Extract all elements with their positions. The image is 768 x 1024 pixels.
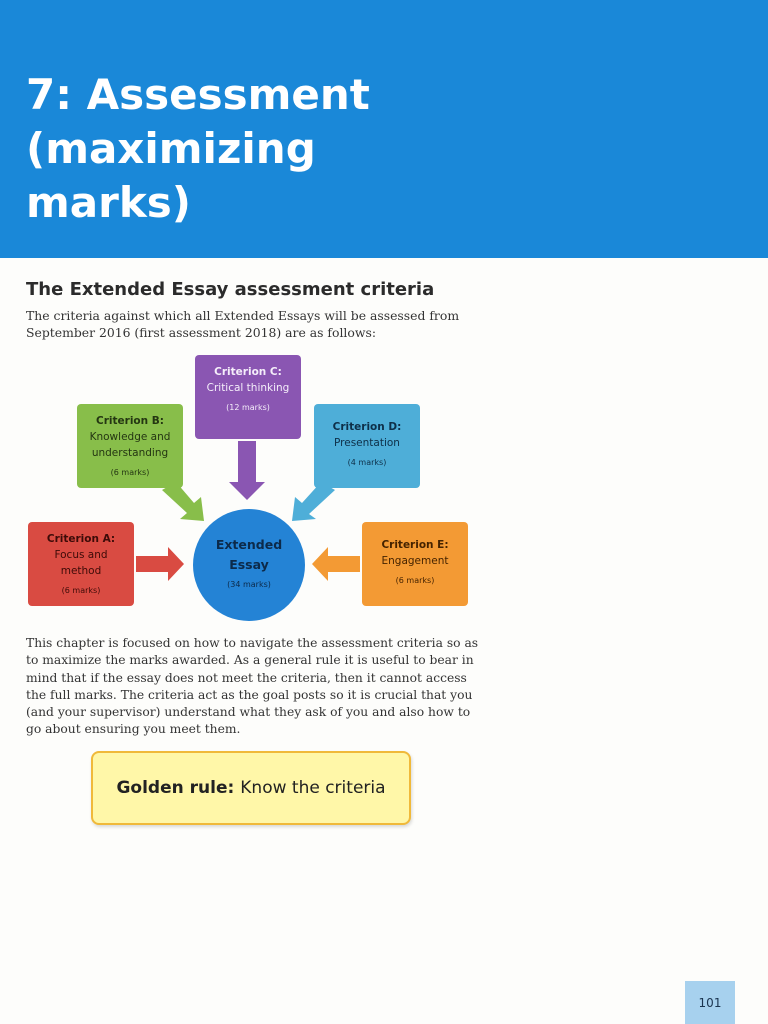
golden-rule-box xyxy=(91,751,411,825)
body-line: mind that if the essay does not meet the criteria, then it cannot access xyxy=(26,670,467,685)
criterion-c-title: Criterion C: xyxy=(214,366,282,378)
criterion-e-marks: (6 marks) xyxy=(395,576,435,585)
criterion-b-desc: Knowledge and xyxy=(89,431,171,443)
arrow-from-criterion-c xyxy=(229,441,265,500)
golden-rule-text: Know the criteria xyxy=(240,778,386,798)
golden-rule-label: Golden rule: xyxy=(116,778,235,798)
body-paragraph xyxy=(26,635,479,739)
arrow-from-criterion-e xyxy=(312,547,360,581)
criterion-e-desc: Engagement xyxy=(381,555,449,567)
extended-essay-marks: (34 marks) xyxy=(227,580,271,589)
page-number: 101 xyxy=(685,981,735,1024)
intro-line: The criteria against which all Extended Essays will be assessed from xyxy=(26,308,460,323)
intro-line: September 2016 (first assessment 2018) are as follows: xyxy=(26,325,376,340)
body-line: (and your supervisor) understand what they ask of you and also how to xyxy=(26,705,471,720)
criterion-d-marks: (4 marks) xyxy=(347,458,387,467)
chapter-title-line: (maximizing xyxy=(26,124,316,173)
extended-essay-title: Extended xyxy=(215,537,283,552)
criterion-b-box xyxy=(77,404,183,488)
body-line: This chapter is focused on how to navigate the assessment criteria so as xyxy=(26,636,479,650)
criterion-a-desc: Focus and xyxy=(54,549,108,561)
criterion-e-title: Criterion E: xyxy=(381,539,449,551)
body-line: the full marks. The criteria act as the goal posts so it is crucial that you xyxy=(26,687,473,702)
criterion-a-marks: (6 marks) xyxy=(61,586,101,595)
criterion-d-desc: Presentation xyxy=(334,437,400,449)
criterion-d-box xyxy=(314,404,420,488)
criterion-c-marks: (12 marks) xyxy=(226,403,270,412)
criterion-b-desc: understanding xyxy=(91,447,169,459)
criterion-e-box xyxy=(362,522,468,606)
criterion-b-marks: (6 marks) xyxy=(110,468,150,477)
arrow-from-criterion-a xyxy=(136,547,184,581)
body-line: go about ensuring you meet them. xyxy=(26,722,241,737)
extended-essay-title: Essay xyxy=(229,557,269,572)
criterion-a-title: Criterion A: xyxy=(46,533,116,545)
chapter-title-line: 7: Assessment xyxy=(26,70,370,119)
criterion-a-box xyxy=(28,522,134,606)
criterion-c-box xyxy=(195,355,301,439)
extended-essay-circle xyxy=(193,509,305,621)
criterion-c-desc: Critical thinking xyxy=(206,382,290,394)
section-heading: The Extended Essay assessment criteria xyxy=(26,279,435,300)
criterion-a-desc: method xyxy=(60,565,102,577)
criterion-d-title: Criterion D: xyxy=(332,421,402,433)
criterion-b-title: Criterion B: xyxy=(96,415,164,427)
chapter-title-line: marks) xyxy=(26,178,191,227)
body-line: to maximize the marks awarded. As a general rule it is useful to bear in xyxy=(26,653,474,668)
